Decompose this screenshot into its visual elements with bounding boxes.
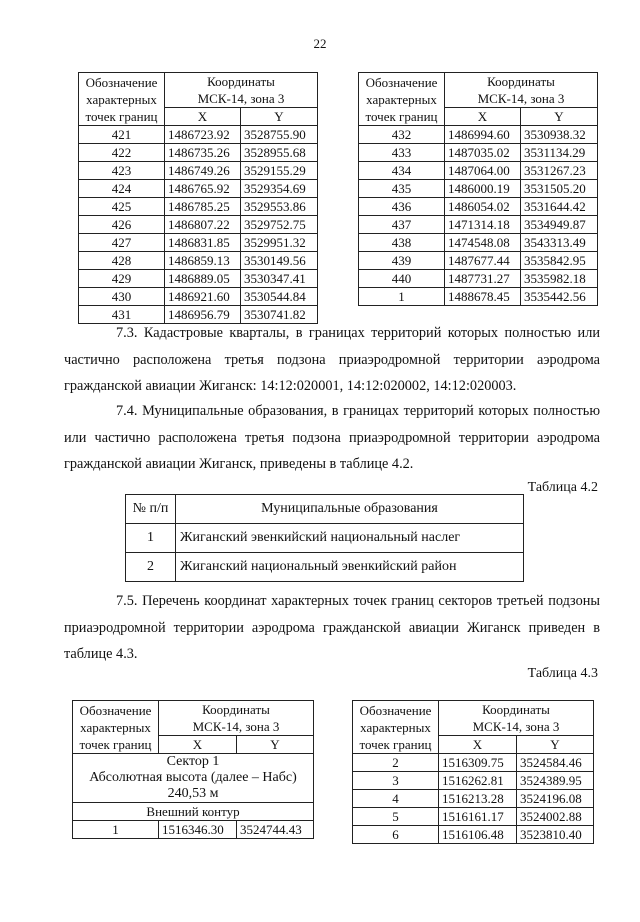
municipalities-table xyxy=(125,494,524,582)
y-header: Y xyxy=(241,108,318,126)
x-value: 1486889.05 xyxy=(165,270,241,288)
point-number: 3 xyxy=(353,772,439,790)
coordinate-system: МСК-14, зона 3 xyxy=(439,718,594,736)
x-value: 1516262.81 xyxy=(439,772,517,790)
paragraph-7-5: 7.5. Перечень координат характерных точек границ секторов третьей подзоны приаэродромной территории аэродрома гражданской авиации Жиганск приведен в таблице 4.3. xyxy=(64,593,600,662)
x-value: 1486723.92 xyxy=(165,126,241,144)
table-row xyxy=(359,252,598,270)
table-row xyxy=(126,524,524,553)
y-value: 3530741.82 xyxy=(241,306,318,324)
municipality-name: Жиганский национальный эвенкийский район xyxy=(176,553,524,582)
y-value: 3523810.40 xyxy=(517,826,594,844)
num-header: № п/п xyxy=(126,495,176,524)
sector-table-right xyxy=(352,700,594,844)
designation-header xyxy=(359,73,445,126)
coordinates-title: Координаты xyxy=(159,701,314,719)
table-row xyxy=(353,754,594,772)
point-number: 421 xyxy=(79,126,165,144)
x-value: 1516161.17 xyxy=(439,808,517,826)
y-value: 3535982.18 xyxy=(521,270,598,288)
point-number: 424 xyxy=(79,180,165,198)
coordinates-title: Координаты xyxy=(165,73,318,91)
designation-header xyxy=(79,73,165,126)
point-number: 439 xyxy=(359,252,445,270)
page-number: 22 xyxy=(313,36,327,51)
table-row xyxy=(73,821,314,839)
y-header: Y xyxy=(517,736,594,754)
municipality-header: Муниципальные образования xyxy=(176,495,524,524)
designation-line-3: точек границ xyxy=(85,108,158,124)
table-row xyxy=(359,180,598,198)
designation-line-3: точек границ xyxy=(365,108,438,124)
designation-line-3: точек границ xyxy=(79,736,152,752)
designation-line-2: характерных xyxy=(360,719,431,735)
table-row xyxy=(359,162,598,180)
y-value: 3528955.68 xyxy=(241,144,318,162)
y-value: 3535842.95 xyxy=(521,252,598,270)
x-header: X xyxy=(439,736,517,754)
table-row xyxy=(353,808,594,826)
y-value: 3531505.20 xyxy=(521,180,598,198)
designation-line-1: Обозначение xyxy=(359,702,432,718)
point-number: 425 xyxy=(79,198,165,216)
x-value: 1486859.13 xyxy=(165,252,241,270)
table-row xyxy=(79,216,318,234)
point-number: 437 xyxy=(359,216,445,234)
point-number: 432 xyxy=(359,126,445,144)
y-value: 3524389.95 xyxy=(517,772,594,790)
table-row xyxy=(359,234,598,252)
y-value: 3528755.90 xyxy=(241,126,318,144)
y-value: 3531644.42 xyxy=(521,198,598,216)
x-value: 1486785.25 xyxy=(165,198,241,216)
table-row xyxy=(79,144,318,162)
x-value: 1487064.00 xyxy=(445,162,521,180)
point-number: 434 xyxy=(359,162,445,180)
x-value: 1486807.22 xyxy=(165,216,241,234)
table-row xyxy=(359,288,598,306)
coordinates-table-top-right xyxy=(358,72,598,306)
x-header: X xyxy=(159,736,237,754)
table-row xyxy=(359,126,598,144)
point-number: 431 xyxy=(79,306,165,324)
y-value: 3524196.08 xyxy=(517,790,594,808)
x-value: 1486000.19 xyxy=(445,180,521,198)
designation-line-1: Обозначение xyxy=(365,74,438,90)
table-row xyxy=(359,270,598,288)
y-value: 3524744.43 xyxy=(237,821,314,839)
y-value: 3534949.87 xyxy=(521,216,598,234)
point-number: 1 xyxy=(73,821,159,839)
paragraph-7-3: 7.3. Кадастровые кварталы, в границах территорий которых полностью или частично расположена третья подзона приаэродромной территории аэродрома гражданской авиации Жиганск: 14:12:020001, 14:12:020002, 14:12:020003. xyxy=(64,325,600,394)
y-value: 3530347.41 xyxy=(241,270,318,288)
x-header: X xyxy=(165,108,241,126)
point-number: 422 xyxy=(79,144,165,162)
x-header: X xyxy=(445,108,521,126)
x-value: 1486765.92 xyxy=(165,180,241,198)
y-value: 3530938.32 xyxy=(521,126,598,144)
x-value: 1516309.75 xyxy=(439,754,517,772)
table-row xyxy=(353,772,594,790)
designation-line-3: точек границ xyxy=(359,736,432,752)
y-header: Y xyxy=(237,736,314,754)
x-value: 1516213.28 xyxy=(439,790,517,808)
table-row xyxy=(79,288,318,306)
coordinates-table-top-left xyxy=(78,72,318,324)
y-value: 3535442.56 xyxy=(521,288,598,306)
point-number: 440 xyxy=(359,270,445,288)
x-value: 1486749.26 xyxy=(165,162,241,180)
table-row xyxy=(79,234,318,252)
table-4-3-caption: Таблица 4.3 xyxy=(527,666,598,681)
coordinates-title: Координаты xyxy=(445,73,598,91)
row-number: 2 xyxy=(126,553,176,582)
y-header: Y xyxy=(521,108,598,126)
point-number: 433 xyxy=(359,144,445,162)
point-number: 5 xyxy=(353,808,439,826)
y-value: 3524584.46 xyxy=(517,754,594,772)
y-value: 3529752.75 xyxy=(241,216,318,234)
y-value: 3529155.29 xyxy=(241,162,318,180)
point-number: 435 xyxy=(359,180,445,198)
y-value: 3529951.32 xyxy=(241,234,318,252)
x-value: 1487677.44 xyxy=(445,252,521,270)
designation-line-2: характерных xyxy=(366,91,437,107)
designation-line-2: характерных xyxy=(86,91,157,107)
x-value: 1486921.60 xyxy=(165,288,241,306)
point-number: 426 xyxy=(79,216,165,234)
point-number: 438 xyxy=(359,234,445,252)
table-row xyxy=(359,198,598,216)
point-number: 1 xyxy=(359,288,445,306)
x-value: 1474548.08 xyxy=(445,234,521,252)
point-number: 423 xyxy=(79,162,165,180)
x-value: 1487731.27 xyxy=(445,270,521,288)
y-value: 3524002.88 xyxy=(517,808,594,826)
contour-label: Внешний контур xyxy=(73,803,314,821)
coordinate-system: МСК-14, зона 3 xyxy=(165,90,318,108)
y-value: 3530544.84 xyxy=(241,288,318,306)
table-row xyxy=(79,270,318,288)
x-value: 1486735.26 xyxy=(165,144,241,162)
altitude-value: 240,53 м xyxy=(73,786,314,803)
x-value: 1471314.18 xyxy=(445,216,521,234)
designation-header xyxy=(73,701,159,754)
y-value: 3531267.23 xyxy=(521,162,598,180)
coordinates-title: Координаты xyxy=(439,701,594,719)
x-value: 1516106.48 xyxy=(439,826,517,844)
table-row xyxy=(359,216,598,234)
y-value: 3530149.56 xyxy=(241,252,318,270)
x-value: 1486956.79 xyxy=(165,306,241,324)
x-value: 1486994.60 xyxy=(445,126,521,144)
point-number: 428 xyxy=(79,252,165,270)
y-value: 3543313.49 xyxy=(521,234,598,252)
table-row xyxy=(79,180,318,198)
x-value: 1487035.02 xyxy=(445,144,521,162)
point-number: 427 xyxy=(79,234,165,252)
designation-line-2: характерных xyxy=(80,719,151,735)
point-number: 436 xyxy=(359,198,445,216)
point-number: 4 xyxy=(353,790,439,808)
designation-line-1: Обозначение xyxy=(79,702,152,718)
designation-line-1: Обозначение xyxy=(85,74,158,90)
table-row xyxy=(359,144,598,162)
table-row xyxy=(353,826,594,844)
table-4-2-caption: Таблица 4.2 xyxy=(527,480,598,495)
x-value: 1488678.45 xyxy=(445,288,521,306)
coordinate-system: МСК-14, зона 3 xyxy=(445,90,598,108)
coordinate-system: МСК-14, зона 3 xyxy=(159,718,314,736)
y-value: 3529553.86 xyxy=(241,198,318,216)
table-row xyxy=(79,126,318,144)
x-value: 1516346.30 xyxy=(159,821,237,839)
point-number: 2 xyxy=(353,754,439,772)
point-number: 429 xyxy=(79,270,165,288)
sector-title: Сектор 1 xyxy=(73,754,314,771)
row-number: 1 xyxy=(126,524,176,553)
sector-table-left xyxy=(72,700,314,839)
altitude-label: Абсолютная высота (далее – Набс) xyxy=(73,770,314,786)
table-row xyxy=(353,790,594,808)
x-value: 1486831.85 xyxy=(165,234,241,252)
table-row xyxy=(79,252,318,270)
point-number: 6 xyxy=(353,826,439,844)
y-value: 3531134.29 xyxy=(521,144,598,162)
table-row xyxy=(126,553,524,582)
y-value: 3529354.69 xyxy=(241,180,318,198)
table-row xyxy=(79,198,318,216)
municipality-name: Жиганский эвенкийский национальный наслег xyxy=(176,524,524,553)
paragraph-7-4: 7.4. Муниципальные образования, в границах территорий которых полностью или частично расположена третья подзона приаэродромной территории аэродрома гражданской авиации Жиганск, приведены в таблице 4.2. xyxy=(64,403,600,472)
point-number: 430 xyxy=(79,288,165,306)
designation-header xyxy=(353,701,439,754)
table-row xyxy=(79,162,318,180)
x-value: 1486054.02 xyxy=(445,198,521,216)
